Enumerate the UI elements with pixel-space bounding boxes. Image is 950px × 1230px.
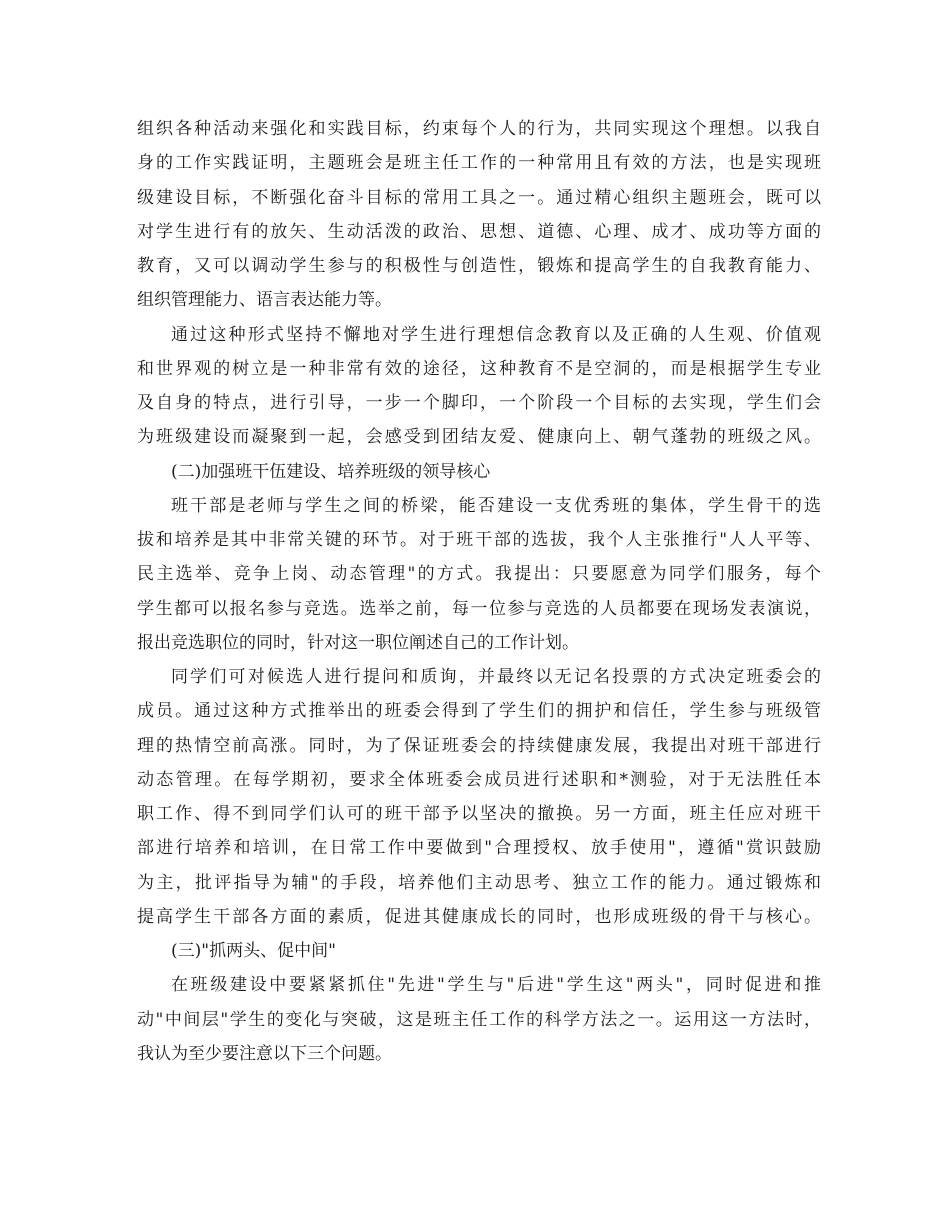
paragraph-first-line: 通过这种形式坚持不懈地对学生进行理想信念教育以及正确的人生观、价值观 [171,324,821,345]
text-line: 成员。通过这种方式推举出的班委会得到了学生们的拥护和信任，学生参与班级管 [137,701,821,722]
text-line: 为班级建设而凝聚到一起，会感受到团结友爱、健康向上、朝气蓬勃的班级之风。 [137,427,821,448]
text-line: 及自身的特点，进行引导，一步一个脚印，一个阶段一个目标的去实现，学生们会 [137,393,821,413]
text-line: 部进行培养和培训，在日常工作中要做到"合理授权、放手使用"，遵循"赏识鼓励 [137,838,821,859]
text-line: 我认为至少要注意以下三个问题。 [137,1043,392,1064]
text-line: 组织各种活动来强化和实践目标，约束每个人的行为，共同实现这个理想。以我自 [137,119,821,139]
text-line: 对学生进行有的放矢、生动活泼的政治、思想、道德、心理、成才、成功等方面的 [137,221,821,242]
text-line: 理的热情空前高涨。同时，为了保证班委会的持续健康发展，我提出对班干部进行 [137,735,821,756]
text-line: 身的工作实践证明，主题班会是班主任工作的一种常用且有效的方法，也是实现班 [137,153,821,174]
text-line: 组织管理能力、语言表达能力等。 [137,290,392,311]
text-line: 和世界观的树立是一种非常有效的途径，这种教育不是空洞的，而是根据学生专业 [137,358,821,379]
text-line: 级建设目标，不断强化奋斗目标的常用工具之一。通过精心组织主题班会，既可以 [137,187,821,208]
text-line: 为主，批评指导为辅"的手段，培养他们主动思考、独立工作的能力。通过锻炼和 [137,872,821,893]
document-body [137,112,821,1071]
text-line: 民主选举、竞争上岗、动态管理"的方式。我提出：只要愿意为同学们服务，每个 [137,564,821,585]
text-line: 提高学生干部各方面的素质，促进其健康成长的同时，也形成班级的骨干与核心。 [137,906,821,927]
paragraph-first-line: 在班级建设中要紧紧抓住"先进"学生与"后进"学生这"两头"，同时促进和推 [171,975,821,996]
paragraph-first-line: (二)加强班干伍建设、培养班级的领导核心 [171,461,491,482]
text-line: 职工作、得不到同学们认可的班干部予以坚决的撤换。另一方面，班主任应对班干 [137,804,821,824]
text-line: 动态管理。在每学期初，要求全体班委会成员进行述职和*测验，对于无法胜任本 [137,769,821,790]
paragraph-first-line: 班干部是老师与学生之间的桥梁，能否建设一支优秀班的集体，学生骨干的选 [171,495,821,516]
text-line: 动"中间层"学生的变化与突破，这是班主任工作的科学方法之一。运用这一方法时， [137,1009,821,1030]
paragraph-first-line: 同学们可对候选人进行提问和质询，并最终以无记名投票的方式决定班委会的 [171,667,821,687]
text-line: 报出竞选职位的同时，针对这一职位阐述自己的工作计划。 [137,632,579,653]
text-line: 学生都可以报名参与竞选。选举之前，每一位参与竞选的人员都要在现场发表演说， [137,598,821,619]
text-line: 拔和培养是其中非常关键的环节。对于班干部的选拔，我个人主张推行"人人平等、 [137,530,821,550]
paragraph-first-line: (三)"抓两头、促中间" [171,941,336,961]
text-line: 教育，又可以调动学生参与的积极性与创造性，锻炼和提高学生的自我教育能力、 [137,256,821,276]
